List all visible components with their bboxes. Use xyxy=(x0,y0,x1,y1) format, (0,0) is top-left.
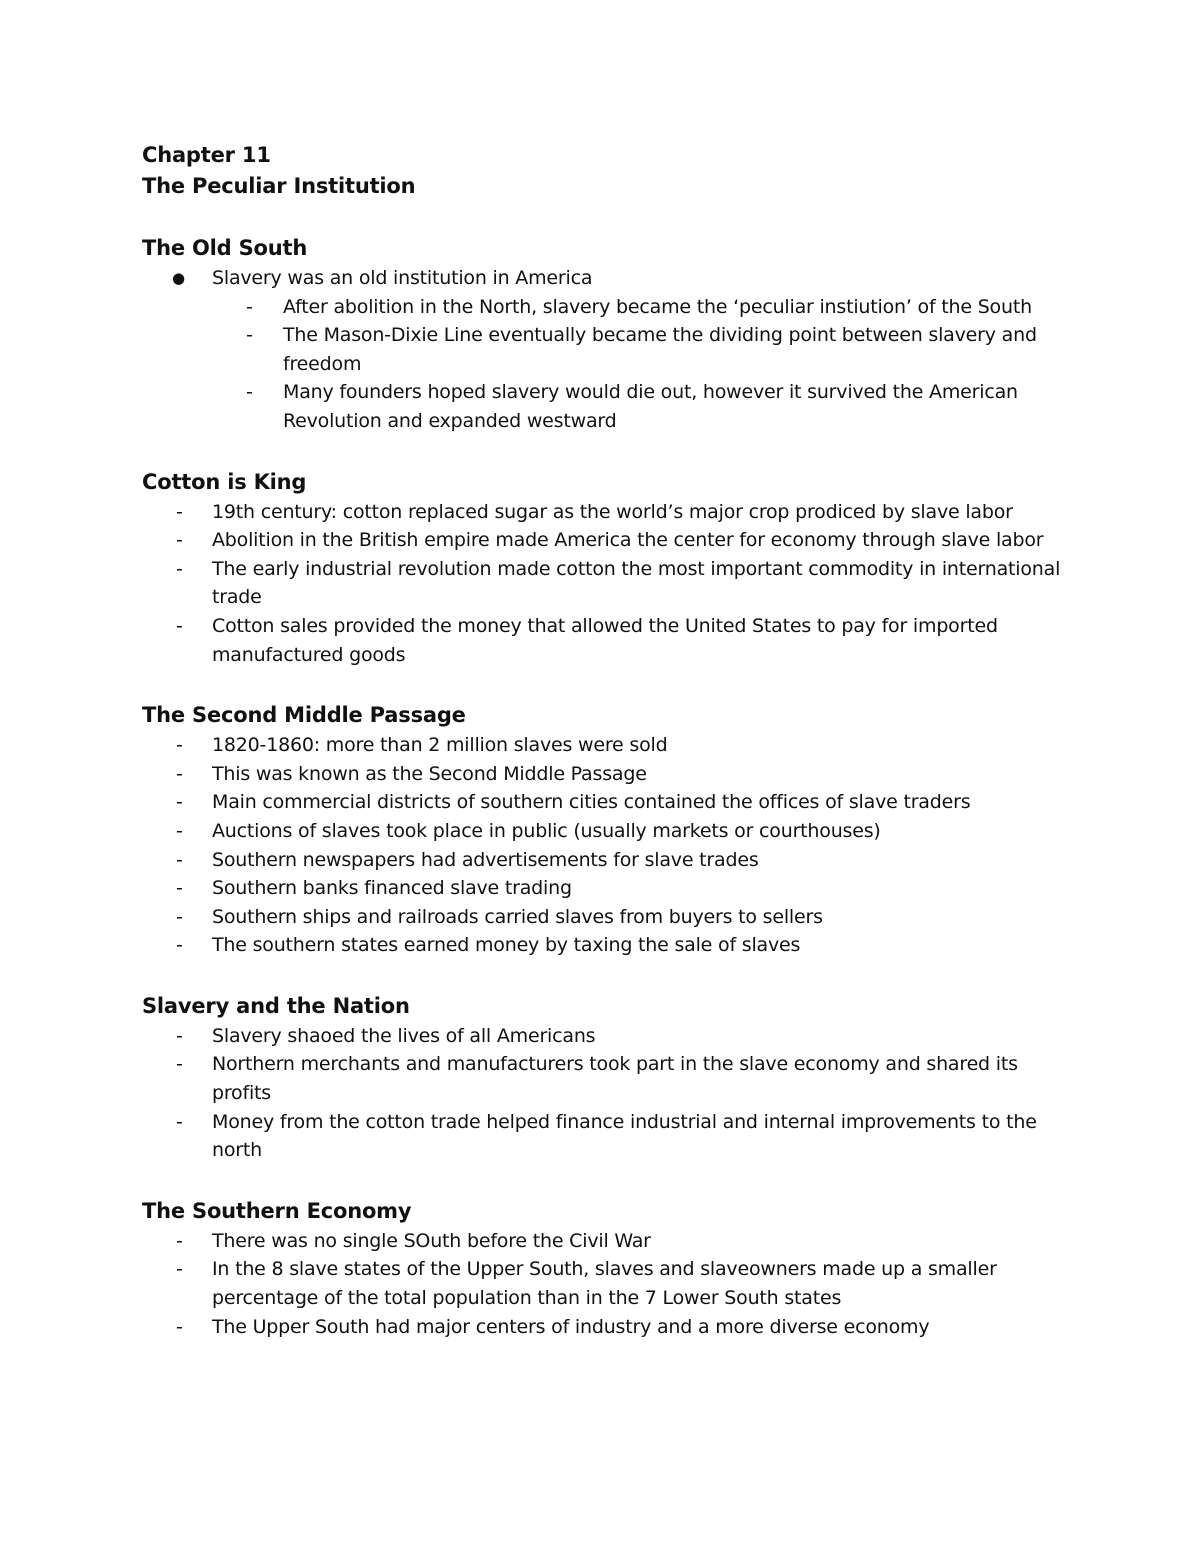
dash-marker: - xyxy=(176,1110,183,1133)
bullet-list xyxy=(142,1227,1062,1341)
dash-marker: - xyxy=(176,934,183,957)
list-item xyxy=(142,903,1062,932)
list-item-text: There was no single SOuth before the Civil War xyxy=(212,1229,651,1252)
dash-marker: - xyxy=(176,1315,183,1338)
section-heading: The Old South xyxy=(142,236,308,260)
list-item xyxy=(142,321,1062,378)
list-item-text: The southern states earned money by taxing the sale of slaves xyxy=(212,934,801,957)
section xyxy=(142,700,1062,960)
list-item xyxy=(142,1022,1062,1051)
section xyxy=(142,467,1062,670)
dash-marker: - xyxy=(176,734,183,757)
bullet-list xyxy=(142,1022,1062,1165)
list-item-text: Slavery was an old institution in America xyxy=(212,267,593,289)
dash-marker: - xyxy=(176,848,183,871)
list-item-text: Southern newspapers had advertisements for slave trades xyxy=(212,848,759,871)
list-item-text: In the 8 slave states of the Upper South, slaves and slaveowners made up a smaller percentage of the total population than in the 7 Lower South states xyxy=(212,1258,997,1310)
dash-marker: - xyxy=(176,1024,183,1047)
list-item xyxy=(142,760,1062,789)
dash-marker: - xyxy=(176,1053,183,1076)
list-item xyxy=(142,1108,1062,1165)
list-item xyxy=(142,1255,1062,1312)
list-item xyxy=(142,931,1062,960)
section-heading: Slavery and the Nation xyxy=(142,993,410,1018)
dash-marker: - xyxy=(176,791,183,814)
list-item xyxy=(142,264,1062,293)
list-item xyxy=(142,555,1062,612)
dash-marker: - xyxy=(246,295,253,318)
list-item xyxy=(142,293,1062,322)
section-heading: The Second Middle Passage xyxy=(142,703,466,728)
dash-marker: - xyxy=(176,877,183,900)
list-item-text: After abolition in the North, slavery became the ‘peculiar instiution’ of the South xyxy=(283,295,1032,318)
bullet-list xyxy=(142,264,1062,436)
list-item-text: The early industrial revolution made cotton the most important commodity in international trade xyxy=(212,557,1061,609)
bullet-marker: ● xyxy=(172,269,185,287)
list-item xyxy=(142,817,1062,846)
dash-marker: - xyxy=(176,557,183,580)
list-item xyxy=(142,788,1062,817)
dash-marker: - xyxy=(176,905,183,928)
list-item-text: Many founders hoped slavery would die out, however it survived the American Revolution and expanded westward xyxy=(283,381,1018,432)
dash-marker: - xyxy=(176,1258,183,1281)
chapter-subtitle: The Peculiar Institution xyxy=(142,174,416,198)
dash-marker: - xyxy=(176,529,183,552)
list-item-text: This was known as the Second Middle Passage xyxy=(212,762,647,785)
list-item xyxy=(142,378,1062,435)
list-item-text: Northern merchants and manufacturers took part in the slave economy and shared its profits xyxy=(212,1053,1018,1105)
bullet-list xyxy=(142,731,1062,960)
section-heading: The Southern Economy xyxy=(142,1198,412,1223)
list-item-text: Southern ships and railroads carried slaves from buyers to sellers xyxy=(212,905,823,928)
dash-marker: - xyxy=(176,614,183,637)
list-item xyxy=(142,612,1062,669)
list-item-text: Main commercial districts of southern cities contained the offices of slave traders xyxy=(212,791,971,814)
list-item xyxy=(142,498,1062,527)
list-item-text: The Mason-Dixie Line eventually became the dividing point between slavery and freedom xyxy=(283,324,1037,375)
dash-marker: - xyxy=(246,324,253,347)
list-item-text: Cotton sales provided the money that allowed the United States to pay for imported manufactured goods xyxy=(212,614,998,666)
list-item xyxy=(142,1313,1062,1342)
list-item-text: Auctions of slaves took place in public (usually markets or courthouses) xyxy=(212,819,881,842)
sections-container xyxy=(142,233,1062,1341)
list-item xyxy=(142,1050,1062,1107)
bullet-list xyxy=(142,498,1062,670)
list-item xyxy=(142,874,1062,903)
list-item-text: Money from the cotton trade helped finance industrial and internal improvements to the north xyxy=(212,1110,1037,1162)
list-item-text: Abolition in the British empire made America the center for economy through slave labor xyxy=(212,529,1044,552)
list-item-text: The Upper South had major centers of industry and a more diverse economy xyxy=(212,1315,930,1338)
list-item xyxy=(142,1227,1062,1256)
chapter-title: Chapter 11 xyxy=(142,143,271,167)
dash-marker: - xyxy=(176,819,183,842)
list-item-text: 19th century: cotton replaced sugar as the world’s major crop prodiced by slave labor xyxy=(212,500,1013,523)
section xyxy=(142,233,1062,436)
dash-marker: - xyxy=(176,762,183,785)
document-page xyxy=(142,140,1062,1341)
list-item xyxy=(142,731,1062,760)
list-item-text: Southern banks financed slave trading xyxy=(212,877,572,900)
list-item xyxy=(142,846,1062,875)
list-item-text: Slavery shaoed the lives of all Americans xyxy=(212,1024,596,1047)
dash-marker: - xyxy=(246,381,253,404)
section-heading: Cotton is King xyxy=(142,469,307,494)
section xyxy=(142,991,1062,1165)
dash-marker: - xyxy=(176,500,183,523)
list-item xyxy=(142,526,1062,555)
dash-marker: - xyxy=(176,1229,183,1252)
list-item-text: 1820-1860: more than 2 million slaves were sold xyxy=(212,734,668,757)
section xyxy=(142,1196,1062,1341)
